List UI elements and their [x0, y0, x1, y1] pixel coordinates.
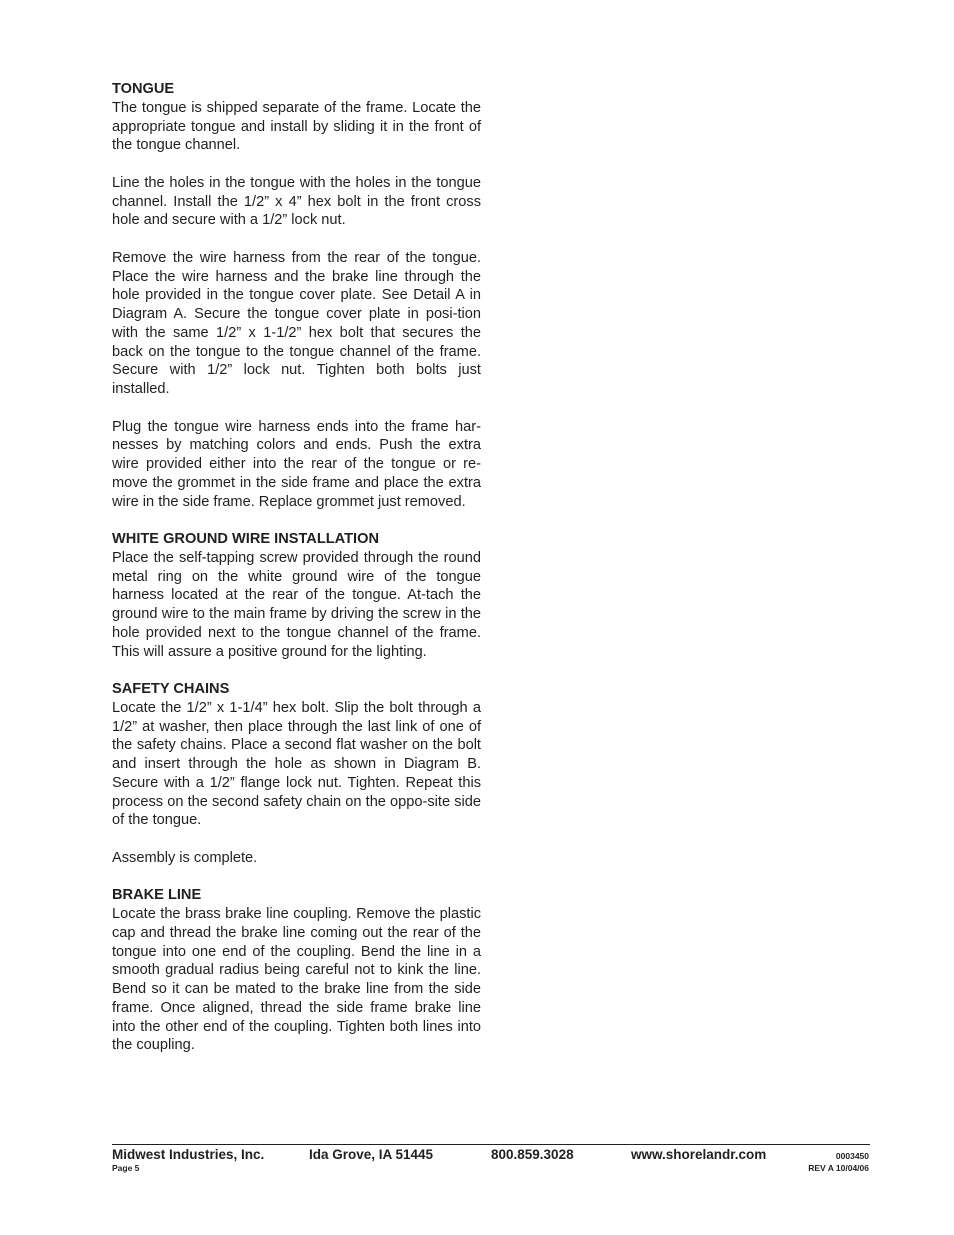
paragraph: Plug the tongue wire harness ends into the frame har-nesses by matching colors and ends. Push the extra wire provided either into the rear of the tongue or re-move the grommet in the side frame and place the extra wire in the side frame. Replace grommet just removed.	[112, 418, 481, 510]
footer-company: Midwest Industries, Inc.	[112, 1147, 265, 1162]
section-safety-chains	[112, 680, 481, 868]
instruction-column	[112, 80, 481, 1055]
paragraph: The tongue is shipped separate of the frame. Locate the appropriate tongue and install by sliding it in the front of the tongue channel.	[112, 99, 481, 154]
section-heading: BRAKE LINE	[112, 887, 202, 904]
paragraph: Locate the 1/2” x 1-1/4” hex bolt. Slip the bolt through a 1/2” at washer, then place through the last link of one of the safety chains. Place a second flat washer on the bolt and insert through the hole as shown in Diagram B. Secure with a 1/2” flange lock nut. Tighten. Repeat this process on the second safety chain on the oppo-site side of the tongue.	[112, 699, 481, 829]
footer-phone: 800.859.3028	[491, 1147, 574, 1162]
section-tongue	[112, 80, 481, 511]
paragraph: Assembly is complete.	[112, 849, 258, 866]
paragraph: Locate the brass brake line coupling. Remove the plastic cap and thread the brake line coming out the rear of the tongue into one end of the coupling. Bend the line in a smooth gradual radius being careful not to kink the line. Bend so it can be mated to the brake line from the side frame. Once aligned, thread the side frame brake line into the other end of the coupling. Tighten both lines into the coupling.	[112, 906, 481, 1054]
footer-revision: REV A 10/04/06	[808, 1163, 869, 1173]
section-heading: TONGUE	[112, 81, 175, 97]
section-heading: SAFETY CHAINS	[112, 681, 230, 697]
paragraph: Line the holes in the tongue with the holes in the tongue channel. Install the 1/2” x 4” hex bolt in the front cross hole and secure with a 1/2” lock nut.	[112, 174, 481, 229]
section-heading: WHITE GROUND WIRE INSTALLATION	[112, 531, 379, 547]
footer-website: www.shorelandr.com	[631, 1147, 767, 1162]
section-white-ground-wire	[112, 530, 481, 661]
footer-divider	[112, 1144, 870, 1145]
footer-doc-number: 0003450	[835, 1151, 869, 1161]
footer-location: Ida Grove, IA 51445	[309, 1147, 434, 1162]
paragraph: Place the self-tapping screw provided through the round metal ring on the white ground wire of the tongue harness located at the rear of the tongue. At-tach the ground wire to the main frame by driving the screw in the hole provided next to the tongue channel of the frame. This will assure a positive ground for the lighting.	[112, 549, 481, 660]
paragraph: Remove the wire harness from the rear of the tongue. Place the wire harness and the brake line through the hole provided in the tongue cover plate. See Detail A in Diagram A. Secure the tongue cover plate in posi-tion with the same 1/2” x 1-1/2” hex bolt that secures the back on the tongue to the tongue channel of the frame. Secure with 1/2” lock nut. Tighten both bolts just installed.	[112, 249, 481, 397]
section-brake-line	[112, 886, 481, 1055]
footer-page-number: Page 5	[112, 1163, 140, 1173]
